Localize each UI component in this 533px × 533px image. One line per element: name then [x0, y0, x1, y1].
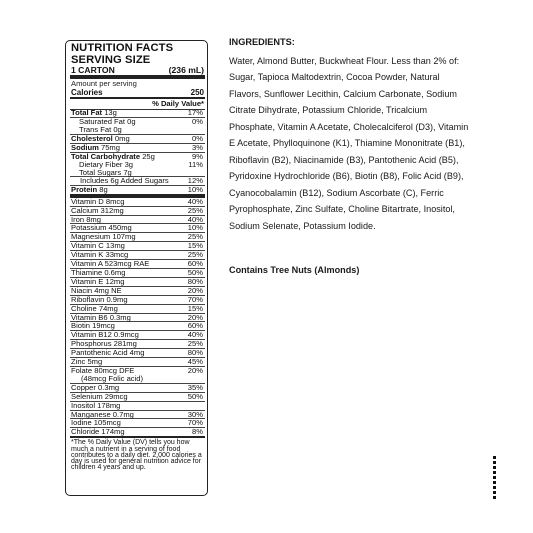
nutrient-amount: 25g	[142, 151, 155, 161]
nutrient-label: Sodium	[71, 142, 99, 152]
nutrient-label: Zinc 5mg	[71, 357, 103, 367]
nutrient-row-protein	[70, 186, 205, 194]
nutrient-label: Selenium 29mcg	[71, 391, 128, 401]
nutrient-pct: 60%	[187, 259, 203, 269]
nutrition-facts-title: NUTRITION FACTS	[71, 42, 174, 54]
nutrient-pct: 17%	[187, 108, 203, 118]
nutrient-label: Vitamin B6 0.3mg	[71, 312, 131, 322]
nutrient-label: Total Carbohydrate	[71, 151, 141, 161]
nutrient-amount: 75mg	[100, 142, 120, 152]
nutrient-label: Potassium 450mg	[71, 223, 132, 233]
nutrient-pct: 80%	[187, 276, 203, 286]
nutrient-label: Vitamin B12 0.9mcg	[71, 330, 139, 340]
daily-value-footnote: *The % Daily Value (DV) tells you how much a nutrient in a serving of food contributes to a daily diet. 2,000 calories a day is used for general nutrition advice for children 4 years and up.	[71, 439, 202, 472]
nutrient-pct: 20%	[187, 365, 203, 375]
nutrient-pct: 20%	[187, 285, 203, 295]
nutrient-amount: 13g	[104, 108, 117, 118]
nutrient-pct: 25%	[187, 232, 203, 242]
nutrient-label: Iron 8mg	[71, 214, 101, 224]
nutrient-label: Vitamin D 8mcg	[71, 196, 125, 206]
calories-row	[71, 88, 204, 98]
nutrient-pct: 20%	[187, 312, 203, 322]
nutrient-pct: 3%	[192, 142, 203, 152]
nutrient-label: Vitamin A 523mcg RAE	[71, 259, 150, 269]
nutrient-label: Vitamin E 12mg	[71, 276, 125, 286]
ingredients-text: Water, Almond Butter, Buckwheat Flour. Less than 2% of: Sugar, Tapioca Maltodextrin, Cocoa Powder, Natural Flavors, Sunflower Lecithin, Calcium Carbonate, Sodium Citrate Dihydrate, Potassium Chloride, Tricalcium Phosphate, Vitamin A Acetate, Cholecalciferol (D3), Vitamin E Acetate, Phylloquinone (K1), Thiamine Mononitrate (B1), Riboflavin (B2), Niacinamide (B3), Pantothenic Acid (B5), Pyridoxine Hydrochloride (B6), Biotin (B8), Folic Acid (B9), Cyanocobalamin (B12), Sodium Ascorbate (C), Ferric Pyrophosphate, Zinc Sulfate, Choline Bitartrate, Inositol, Sodium Selenate, Potassium Iodide.	[229, 56, 469, 231]
nutrient-pct: 35%	[187, 382, 203, 392]
daily-value-header: % Daily Value*	[152, 99, 204, 108]
nutrient-label: Inositol 178mg	[71, 400, 121, 410]
nutrient-pct: 25%	[187, 205, 203, 215]
nutrient-pct: 0%	[192, 117, 203, 127]
ingredients-section	[229, 37, 469, 234]
nutrient-pct: 40%	[187, 214, 203, 224]
nutrient-pct: 50%	[187, 268, 203, 277]
nutrient-label: Magnesium 107mg	[71, 232, 136, 242]
nutrient-pct: 8%	[192, 427, 203, 437]
nutrient-pct: 50%	[187, 391, 203, 401]
nutrient-label: Saturated Fat 0g	[79, 117, 136, 127]
amount-per-serving: Amount per serving	[71, 78, 137, 88]
nutrient-pct: 11%	[188, 159, 203, 169]
nutrient-pct: 9%	[192, 151, 203, 161]
serving-unit: 1 CARTON	[71, 65, 115, 75]
nutrient-label: Iodine 105mcg	[71, 418, 121, 428]
nutrient-label: Manganese 0.7mg	[71, 409, 134, 419]
nutrient-label: Thiamine 0.6mg	[71, 268, 126, 277]
nutrient-pct: 10%	[187, 185, 203, 195]
nutrient-label: Biotin 19mcg	[71, 321, 115, 331]
nutrient-pct: 15%	[187, 241, 203, 251]
nutrient-pct: 25%	[187, 250, 203, 260]
nutrient-label: Total Sugars 7g	[79, 167, 132, 177]
nutrient-label: Includes 6g Added Sugars	[80, 176, 169, 186]
nutrient-label: (48mcg Folic acid)	[81, 373, 144, 383]
serving-size-label: SERVING SIZE	[71, 53, 151, 66]
nutrient-pct: 10%	[187, 223, 203, 233]
nutrient-label: Trans Fat 0g	[79, 125, 122, 134]
nutrient-label: Folate 80mcg DFE	[71, 365, 135, 375]
nutrient-label: Pantothenic Acid 4mg	[71, 348, 145, 358]
nutrient-pct: 40%	[187, 196, 203, 206]
nutrition-facts-panel	[65, 40, 208, 496]
nutrient-label: Choline 74mg	[71, 303, 118, 313]
nutrient-pct: 12%	[187, 176, 203, 186]
allergen-statement: Contains Tree Nuts (Almonds)	[229, 265, 360, 275]
nutrient-label: Phosphorus 281mg	[71, 339, 137, 349]
calories-value: 250	[190, 87, 204, 97]
nutrient-label: Protein	[71, 185, 98, 195]
serving-amount: (236 mL)	[168, 65, 204, 75]
ingredients-title: INGREDIENTS:	[229, 37, 295, 47]
nutrient-label: Calcium 312mg	[71, 205, 124, 215]
barcode-mark	[493, 456, 496, 501]
nutrient-label: Total Fat	[71, 108, 103, 118]
nutrient-label: Vitamin C 13mg	[71, 241, 125, 251]
nutrient-pct: 70%	[187, 294, 203, 304]
nutrient-pct: 45%	[187, 357, 203, 367]
nutrient-label: Dietary Fiber 3g	[79, 159, 134, 169]
nutrient-pct: 30%	[187, 409, 203, 419]
nutrient-amount: 0mg	[114, 133, 130, 143]
nutrient-label: Vitamin K 33mcg	[71, 250, 129, 260]
nutrient-row-chloride	[70, 428, 205, 436]
nutrient-label: Copper 0.3mg	[71, 382, 120, 392]
nutrient-pct: 80%	[187, 348, 203, 358]
nutrient-pct: 0%	[192, 133, 203, 143]
nutrient-pct: 70%	[187, 418, 203, 428]
nutrient-pct: 15%	[187, 303, 203, 313]
nutrient-pct: 25%	[187, 339, 203, 349]
calories-label: Calories	[71, 87, 103, 97]
nutrient-label: Riboflavin 0.9mg	[71, 294, 128, 304]
nutrient-amount: 8g	[99, 185, 108, 195]
nutrient-label: Cholesterol	[71, 133, 113, 143]
nutrient-pct: 40%	[187, 330, 203, 340]
nutrient-label: Chloride 174mg	[71, 427, 125, 437]
nutrient-label: Niacin 4mg NE	[71, 285, 122, 295]
serving-size-row	[71, 65, 204, 75]
nutrient-pct: 60%	[187, 321, 203, 331]
